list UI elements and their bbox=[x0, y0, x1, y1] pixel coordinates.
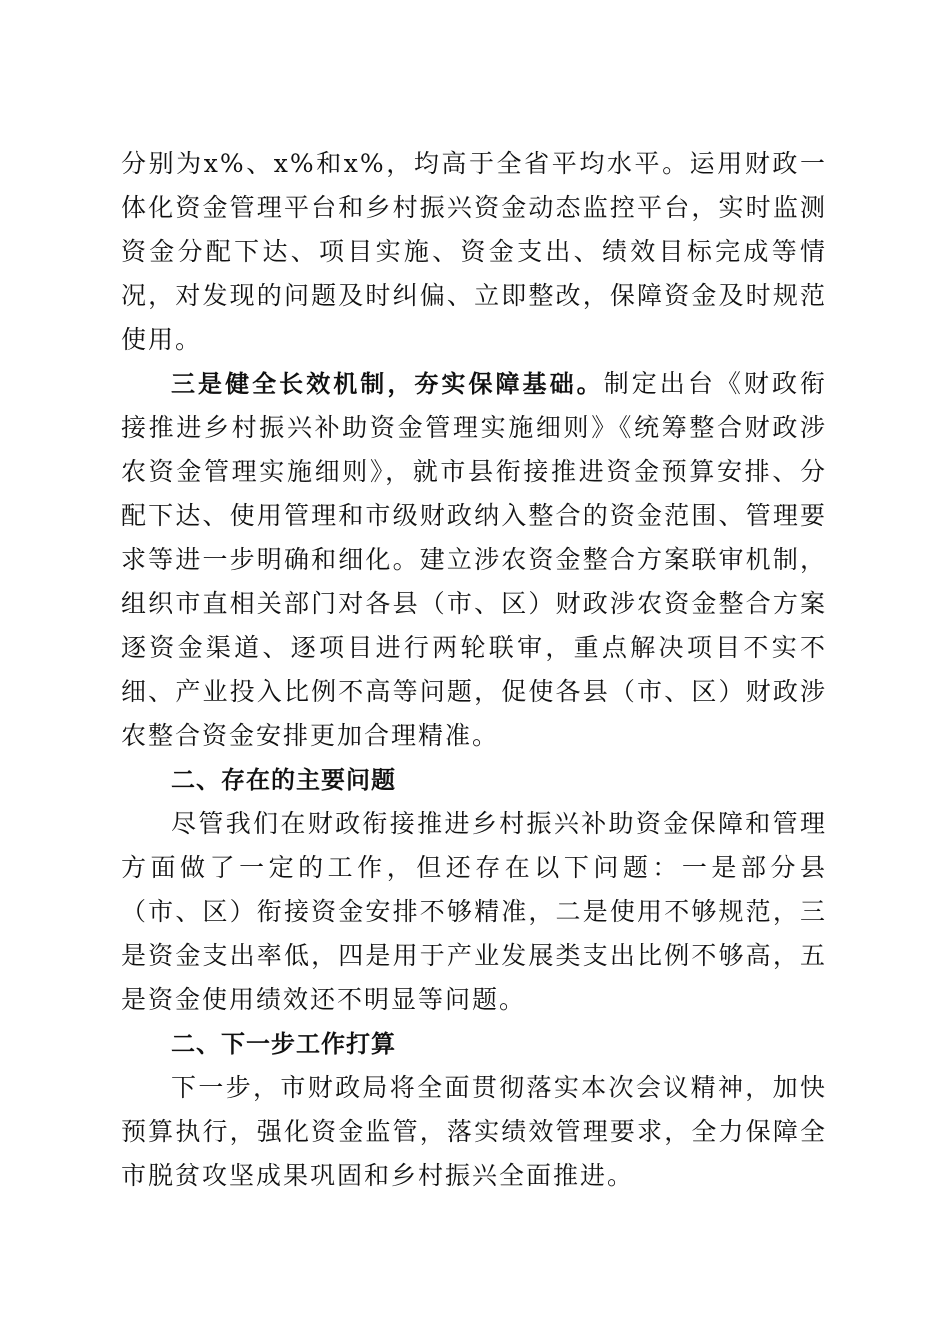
section-heading-problems: 二、存在的主要问题 bbox=[171, 766, 396, 794]
section-heading-next-steps: 二、下一步工作打算 bbox=[171, 1030, 396, 1058]
paragraph-continued: 分别为x%、x%和x%，均高于全省平均水平。运用财政一体化资金管理平台和乡村振兴资金动态监控平台，实时监测资金分配下达、项目实施、资金支出、绩效目标完成等情况，对发现的问题及时纠偏、立即整改，保障资金及时规范使用。 bbox=[121, 149, 827, 354]
paragraph-body: 制定出台《财政衔接推进乡村振兴补助资金管理实施细则》《统筹整合财政涉农资金管理实施细则》，就市县衔接推进资金预算安排、分配下达、使用管理和市级财政纳入整合的资金范围、管理要求等进一步明确和细化。建立涉农资金整合方案联审机制，组织市直相关部门对各县（市、区）财政涉农资金整合方案逐资金渠道、逐项目进行两轮联审，重点解决项目不实不细、产业投入比例不高等问题，促使各县（市、区）财政涉农整合资金安排更加合理精准。 bbox=[121, 369, 827, 750]
paragraph-lead-bold: 三是健全长效机制，夯实保障基础。 bbox=[171, 370, 604, 398]
paragraph-long-term-mechanism bbox=[121, 362, 827, 758]
paragraph-problems: 尽管我们在财政衔接推进乡村振兴补助资金保障和管理方面做了一定的工作，但还存在以下问题：一是部分县（市、区）衔接资金安排不够精准，二是使用不够规范，三是资金支出率低，四是用于产业发展类支出比例不够高，五是资金使用绩效还不明显等问题。 bbox=[121, 809, 827, 1014]
document-body bbox=[121, 142, 827, 1198]
paragraph-next-steps: 下一步，市财政局将全面贯彻落实本次会议精神，加快预算执行，强化资金监管，落实绩效管理要求，全力保障全市脱贫攻坚成果巩固和乡村振兴全面推进。 bbox=[121, 1073, 827, 1190]
